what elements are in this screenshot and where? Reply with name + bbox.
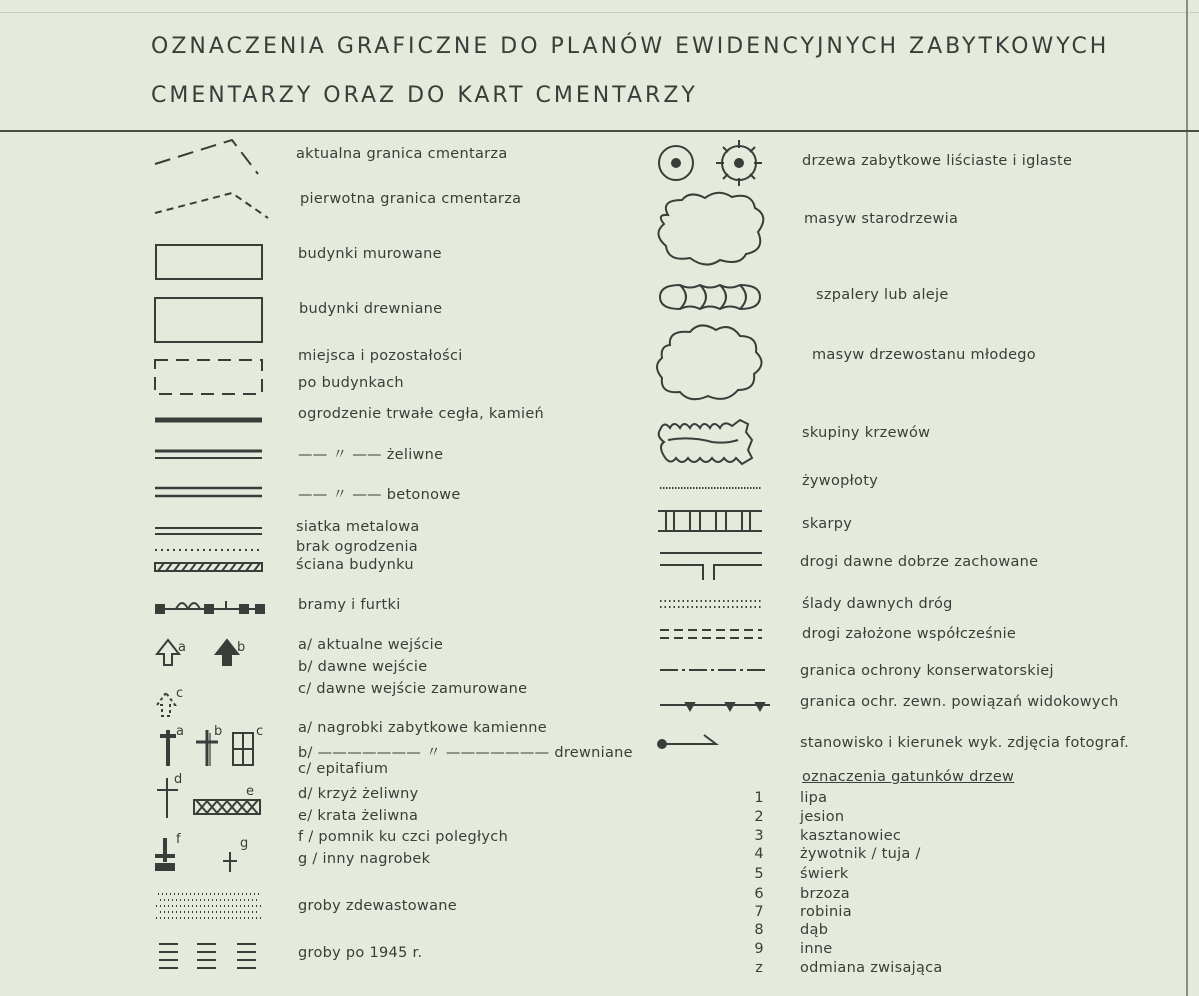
species-name: odmiana zwisająca: [800, 960, 943, 976]
cast-grate-icon: [194, 800, 260, 814]
species-number: z: [755, 960, 763, 976]
species-number: 6: [754, 886, 764, 902]
entry-current-icon: [157, 640, 179, 665]
symbol-letter-a-tomb: a: [176, 724, 185, 739]
label-fence-iron: —— 〃 —— żeliwne: [298, 447, 444, 463]
symbol-letter-c: c: [176, 686, 184, 701]
symbol-letter-g: g: [240, 836, 249, 851]
label-epitaph: c/ epitafium: [298, 761, 389, 777]
species-name: kasztanowiec: [800, 828, 902, 844]
species-number: 5: [754, 866, 764, 882]
species-number: 4: [754, 846, 764, 862]
masonry-building-icon: [156, 245, 262, 279]
view-boundary-icon: [660, 703, 770, 710]
label-cast-cross: d/ krzyż żeliwny: [298, 786, 419, 802]
species-number: 7: [754, 904, 764, 920]
symbol-letter-d: d: [174, 772, 183, 787]
gates-icon: [156, 601, 264, 613]
label-rows-alleys: szpalery lub aleje: [816, 287, 949, 303]
label-other-tomb: g / inny nagrobek: [298, 851, 431, 867]
species-name: jesion: [800, 809, 845, 825]
label-wooden-buildings: budynki drewniane: [299, 301, 443, 317]
young-trees-mass-icon: [657, 325, 762, 399]
species-name: świerk: [800, 866, 849, 882]
species-number: 8: [754, 922, 764, 938]
species-number: 3: [754, 828, 764, 844]
old-trees-mass-icon: [658, 193, 763, 265]
shrubs-icon: [659, 420, 752, 464]
current-boundary-icon: [155, 140, 258, 174]
label-after-1945: groby po 1945 r.: [298, 945, 423, 961]
monument-icon: [155, 838, 175, 870]
metal-mesh-icon: [155, 528, 262, 534]
species-number: 9: [754, 941, 764, 957]
label-building-wall: ściana budynku: [296, 557, 414, 573]
title-line-2: CMENTARZY ORAZ DO KART CMENTARZY: [151, 83, 698, 108]
new-roads-icon: [660, 630, 762, 638]
label-devastated: groby zdewastowane: [298, 898, 457, 914]
road-traces-icon: [660, 601, 762, 607]
label-masonry-buildings: budynki murowane: [298, 246, 442, 262]
entry-walled-icon: [157, 693, 175, 716]
rows-alleys-icon: [660, 285, 760, 309]
label-old-trees: masyw starodrzewia: [804, 211, 959, 227]
species-number: 1: [754, 790, 764, 806]
label-building-remains-2: po budynkach: [298, 375, 404, 391]
symbol-letter-b-tomb: b: [214, 724, 223, 739]
label-historic-trees: drzewa zabytkowe liściaste i iglaste: [802, 153, 1073, 169]
label-cast-grate: e/ krata żeliwna: [298, 808, 419, 824]
graves-after-1945-icon: [159, 944, 256, 968]
species-name: brzoza: [800, 886, 850, 902]
label-current-boundary: aktualna granica cmentarza: [296, 146, 508, 162]
coniferous-tree-icon: [716, 140, 762, 186]
fence-iron-icon: [155, 451, 262, 458]
label-slopes: skarpy: [802, 516, 853, 532]
epitaph-icon: [233, 733, 253, 765]
label-tomb-wood: b/ ——————— 〃 ——————— drewniane: [298, 745, 633, 761]
building-remains-icon: [155, 360, 262, 394]
label-metal-mesh: siatka metalowa: [296, 519, 420, 535]
symbol-letter-e: e: [246, 784, 255, 799]
wooden-building-icon: [155, 298, 262, 342]
deciduous-tree-icon: [659, 146, 693, 180]
label-photo-point: stanowisko i kierunek wyk. zdjęcia fotograf.: [800, 735, 1129, 751]
label-original-boundary: pierwotna granica cmentarza: [300, 191, 522, 207]
label-shrubs: skupiny krzewów: [802, 425, 931, 441]
label-young-trees: masyw drzewostanu młodego: [812, 347, 1036, 363]
species-name: robinia: [800, 904, 852, 920]
slopes-icon: [658, 511, 762, 531]
label-entry-walled: c/ dawne wejście zamurowane: [298, 681, 528, 697]
label-entry-current: a/ aktualne wejście: [298, 637, 444, 653]
symbol-letter-c-tomb: c: [256, 724, 264, 739]
tomb-stone-icon: [160, 730, 176, 766]
species-name: dąb: [800, 922, 829, 938]
entry-old-icon: [216, 640, 238, 665]
original-boundary-icon: [155, 193, 268, 218]
fence-concrete-icon: [155, 488, 262, 496]
building-wall-icon: [155, 563, 262, 571]
label-building-remains-1: miejsca i pozostałości: [298, 348, 463, 364]
label-view-boundary: granica ochr. zewn. powiązań widokowych: [800, 694, 1119, 710]
species-name: inne: [800, 941, 833, 957]
symbol-letter-a: a: [178, 640, 187, 655]
other-tomb-icon: [223, 852, 237, 872]
label-old-roads: drogi dawne dobrze zachowane: [800, 554, 1039, 570]
label-fence-concrete: —— 〃 —— betonowe: [298, 487, 461, 503]
photo-point-icon: [658, 735, 716, 748]
symbol-letter-b: b: [237, 640, 246, 655]
symbol-letter-f: f: [176, 832, 181, 847]
label-no-fence: brak ogrodzenia: [296, 539, 418, 555]
label-new-roads: drogi założone współcześnie: [802, 626, 1017, 642]
label-road-traces: ślady dawnych dróg: [802, 596, 953, 612]
label-entry-old: b/ dawne wejście: [298, 659, 428, 675]
label-gates: bramy i furtki: [298, 597, 401, 613]
species-number: 2: [754, 809, 764, 825]
title-line-1: OZNACZENIA GRAFICZNE DO PLANÓW EWIDENCYJNYCH ZABYTKOWYCH: [151, 34, 1110, 59]
species-name: lipa: [800, 790, 828, 806]
old-roads-icon: [660, 553, 762, 580]
species-name: żywotnik / tuja /: [800, 846, 921, 862]
species-heading: oznaczenia gatunków drzew: [802, 769, 1015, 785]
label-protection-boundary: granica ochrony konserwatorskiej: [800, 663, 1054, 679]
devastated-graves-icon: [156, 894, 262, 918]
label-monument: f / pomnik ku czci poległych: [298, 829, 509, 845]
label-fence-stone: ogrodzenie trwałe cegła, kamień: [298, 406, 545, 422]
label-tomb-stone: a/ nagrobki zabytkowe kamienne: [298, 720, 547, 736]
label-hedges: żywopłoty: [802, 473, 879, 489]
